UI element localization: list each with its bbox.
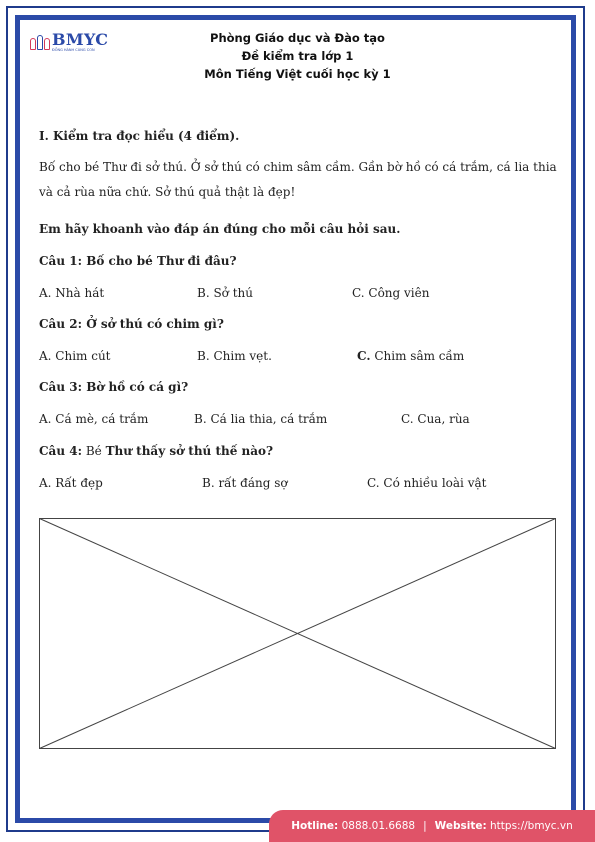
hotline-number[interactable]: 0888.01.6688 bbox=[341, 820, 416, 832]
hotline-label: Hotline: bbox=[291, 820, 339, 832]
q1-option-b[interactable]: B. Sở thú bbox=[197, 286, 253, 300]
q2-option-c[interactable] bbox=[357, 349, 464, 363]
logo-name: BMYC bbox=[52, 30, 109, 49]
question-label: Câu 3: bbox=[39, 380, 83, 394]
section-title: I. Kiểm tra đọc hiểu (4 điểm). bbox=[39, 129, 240, 143]
document-header bbox=[0, 29, 595, 83]
passage-line-1: Bố cho bé Thư đi sở thú. Ở sở thú có chim sâm cầm. Gần bờ hồ có cá trắm, cá lia thia bbox=[39, 160, 557, 174]
question-label-rest: Bé bbox=[85, 444, 102, 458]
header-department: Phòng Giáo dục và Đào tạo bbox=[210, 31, 385, 45]
option-prefix: C. bbox=[357, 349, 371, 363]
q3-option-b[interactable]: B. Cá lia thia, cá trắm bbox=[194, 412, 328, 426]
q3-option-c[interactable]: C. Cua, rùa bbox=[401, 412, 470, 426]
question-3 bbox=[39, 380, 188, 394]
website-link[interactable]: https://bmyc.vn bbox=[490, 820, 573, 832]
passage-line-2: và cả rùa nữa chứ. Sở thú quả thật là đẹp! bbox=[39, 185, 296, 199]
header-subject: Môn Tiếng Việt cuối học kỳ 1 bbox=[204, 67, 391, 81]
q2-option-b[interactable]: B. Chim vẹt. bbox=[197, 349, 272, 363]
q1-option-c[interactable]: C. Công viên bbox=[352, 286, 430, 300]
question-text: Bố cho bé Thư đi đâu? bbox=[86, 254, 237, 268]
q4-option-a[interactable]: A. Rất đẹp bbox=[39, 476, 103, 490]
logo-tagline: ĐỒNG HÀNH CÙNG CON bbox=[52, 48, 95, 52]
q4-option-c[interactable]: C. Có nhiều loài vật bbox=[367, 476, 487, 490]
question-4 bbox=[39, 444, 273, 458]
q4-option-b[interactable]: B. rất đáng sợ bbox=[202, 476, 288, 490]
question-text: Thư thấy sở thú thế nào? bbox=[105, 444, 274, 458]
image-placeholder bbox=[39, 518, 556, 749]
footer-bar bbox=[269, 810, 595, 842]
q2-option-a[interactable]: A. Chim cút bbox=[39, 349, 111, 363]
header-exam-title: Đề kiểm tra lớp 1 bbox=[241, 49, 354, 63]
q3-option-a[interactable]: A. Cá mè, cá trắm bbox=[39, 412, 149, 426]
website-label: Website: bbox=[434, 820, 487, 832]
question-text: Bờ hồ có cá gì? bbox=[86, 380, 189, 394]
option-text: Chim sâm cầm bbox=[374, 349, 465, 363]
question-label: Câu 4: bbox=[39, 444, 83, 458]
question-label: Câu 2: bbox=[39, 317, 83, 331]
question-2 bbox=[39, 317, 224, 331]
instruction: Em hãy khoanh vào đáp án đúng cho mỗi câu hỏi sau. bbox=[39, 222, 401, 236]
footer-separator: | bbox=[423, 820, 427, 832]
q1-option-a[interactable]: A. Nhà hát bbox=[39, 286, 105, 300]
question-text: Ở sở thú có chim gì? bbox=[86, 317, 224, 331]
question-label: Câu 1: bbox=[39, 254, 83, 268]
question-1 bbox=[39, 254, 237, 268]
